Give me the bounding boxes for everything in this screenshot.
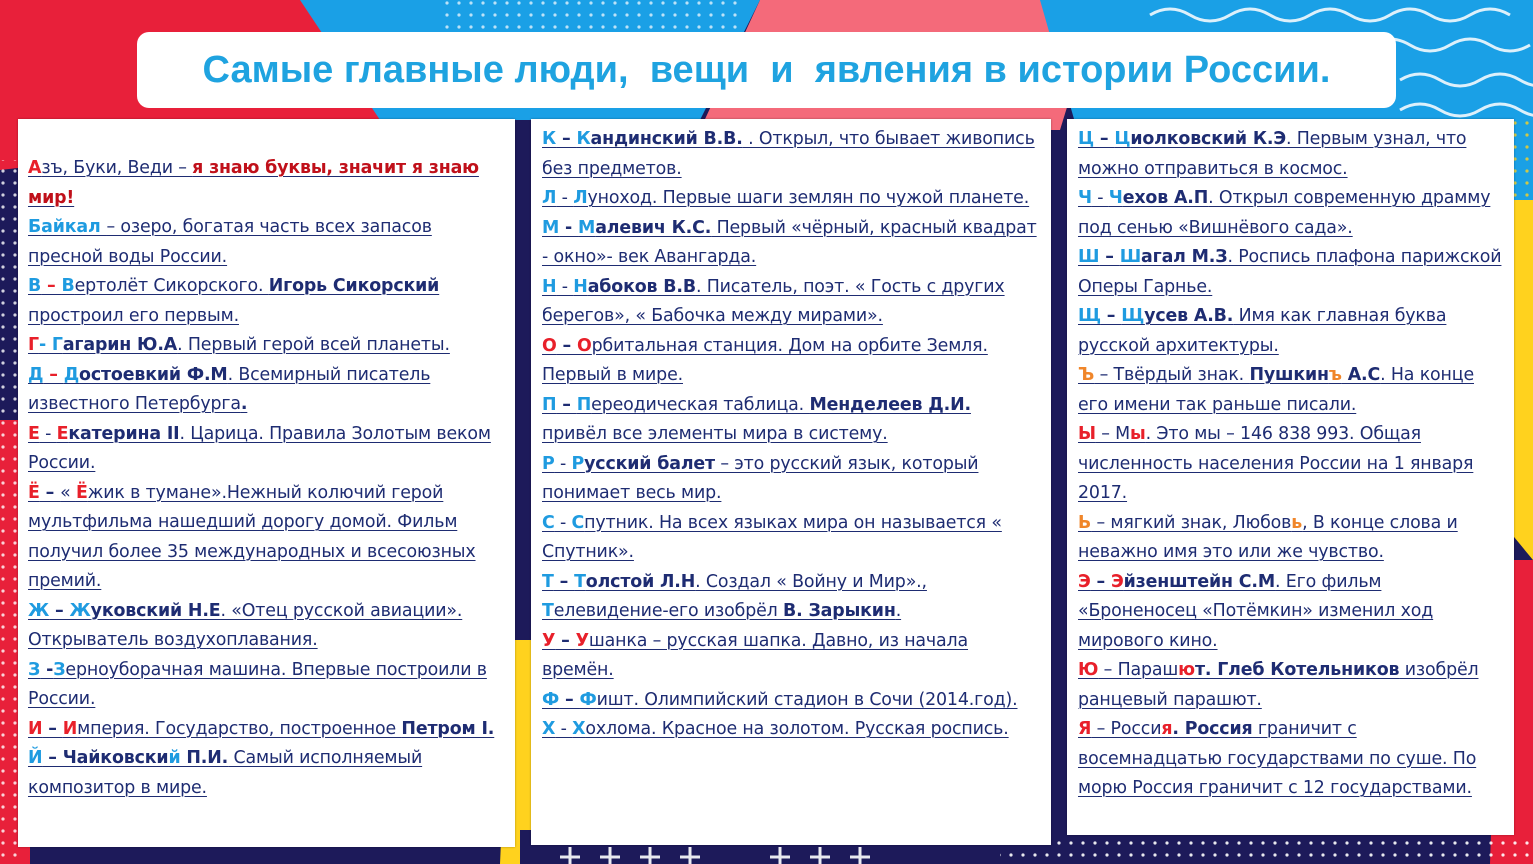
entry-text-run: Ж xyxy=(69,600,91,621)
entry-text-run: – xyxy=(42,718,63,739)
page-title: Самые главные люди, вещи и явления в истории России. xyxy=(202,48,1331,91)
entry-text-run: . Всемирный писатель известного Петербурга xyxy=(28,364,431,414)
entry-text-run: В xyxy=(28,276,42,296)
entry-text-run: – xyxy=(41,276,62,296)
entry-text-run: шанка – русская шапка. Давно, из начала времён. xyxy=(542,630,969,680)
entry-text-run: Я xyxy=(1078,719,1092,739)
entry-text-run: Ы xyxy=(1078,424,1096,444)
entry-text-run: Д xyxy=(28,364,44,385)
letter-entry xyxy=(542,332,1041,391)
entry-text-run: О xyxy=(542,335,557,356)
letter-entry xyxy=(542,509,1041,568)
entry-text-run: я xyxy=(1161,719,1173,739)
entry-text-run: Х xyxy=(572,719,586,739)
entry-text-run: ереодическая таблица. xyxy=(591,394,810,415)
letter-entry xyxy=(1078,656,1504,715)
entry-text-run: – xyxy=(553,571,575,592)
letter-entry xyxy=(542,214,1041,273)
entry-text-run: Ь xyxy=(1078,512,1092,533)
entry-text-run: – Росси xyxy=(1091,719,1162,739)
entry-text-run: усский балет xyxy=(584,453,715,474)
letter-entry xyxy=(542,627,1041,686)
entry-text-run: йзенштейн С.М xyxy=(1123,571,1276,592)
entry-text-run: – М xyxy=(1095,424,1131,444)
entry-text-run: – xyxy=(39,482,61,503)
entry-text-run: Р xyxy=(571,453,585,474)
letter-entry xyxy=(28,420,505,479)
entry-text-run: Э xyxy=(1110,571,1124,592)
entry-text-run: И xyxy=(62,718,78,739)
entry-text-run: . Это мы – 146 838 993. Общая численность населения России на 1 января 2017. xyxy=(1078,424,1474,503)
entry-text-run: – xyxy=(1099,247,1120,267)
entry-text-run: « xyxy=(60,482,76,503)
title-banner xyxy=(137,32,1396,108)
entry-text-run: иолковский К.Э xyxy=(1130,129,1286,149)
entry-text-run: Х xyxy=(542,719,556,739)
letter-entry xyxy=(542,686,1041,716)
entry-text-run: Е xyxy=(28,423,40,444)
entry-text-run: . Его фильм «Броненосец «Потёмкин» изменил ход мирового кино. xyxy=(1078,571,1434,651)
entry-text-run: – xyxy=(556,394,577,415)
entry-text-run: В. Зарыкин xyxy=(783,601,896,621)
letter-entry xyxy=(1078,184,1504,243)
letter-entry xyxy=(28,744,505,803)
entry-text-run: ерноуборачная машина. Впервые построили в России. xyxy=(28,659,487,709)
entry-text-run: В xyxy=(61,276,75,296)
entry-text-run: зъ, Буки, Веди – xyxy=(41,158,193,178)
letter-entry xyxy=(28,656,505,715)
entry-text-run: абоков В.В xyxy=(587,276,696,297)
entry-text-run: Ф xyxy=(579,689,597,710)
entry-text-run: - xyxy=(555,719,573,739)
entry-text-run: елевидение-его изобрёл xyxy=(553,601,784,621)
entry-text-run: К xyxy=(542,129,557,149)
letter-entry xyxy=(28,597,505,656)
entry-text-run: Ж xyxy=(28,600,50,621)
letter-entry xyxy=(1078,420,1504,509)
entry-text-run: О xyxy=(577,335,592,356)
entry-text-run: Имя как главная буква русской архитектуры. xyxy=(1078,306,1447,356)
letter-entry xyxy=(1078,302,1504,361)
letter-entry xyxy=(542,568,1041,627)
entry-text-run: Ъ xyxy=(1078,365,1095,385)
entry-text-run: Ф xyxy=(542,689,560,710)
entry-text-run: Р xyxy=(542,453,555,474)
entry-text-run: ь xyxy=(1291,512,1303,533)
entry-text-run: Т xyxy=(574,571,586,592)
entry-text-run: катерина II xyxy=(68,423,180,444)
entry-text-run: П xyxy=(542,394,557,415)
entry-text-run: Л xyxy=(542,188,557,208)
letter-entry xyxy=(28,272,505,331)
entry-text-run: , В конце слова и неважно имя это или же чувство. xyxy=(1078,512,1458,562)
entry-text-run: - xyxy=(559,217,579,238)
entry-text-run: Т xyxy=(542,601,554,621)
entry-text-run: – xyxy=(556,335,577,356)
entry-text-run: айкал xyxy=(41,217,107,237)
entry-text-run: Ц xyxy=(1078,129,1094,149)
entry-text-run: У xyxy=(575,630,589,651)
entry-text-run: – мягкий знак, Любов xyxy=(1091,512,1292,533)
entry-text-run: Д xyxy=(63,364,80,385)
letter-entry xyxy=(28,213,505,272)
letter-entry xyxy=(28,154,505,213)
entry-text-run: – xyxy=(1100,306,1122,326)
entry-text-run: . Царица. Правила Золотым веком России. xyxy=(28,423,491,473)
entry-text-run: – xyxy=(1090,571,1111,592)
entry-text-run: Петром I. xyxy=(401,718,495,739)
entry-text-run: Игорь Сикорский xyxy=(268,276,440,296)
entry-text-run: – xyxy=(1093,129,1115,149)
letter-entry xyxy=(542,184,1041,214)
entry-text-run: - xyxy=(554,453,572,474)
entry-text-run: уноход. Первые шаги землян по чужой планете. xyxy=(587,188,1030,208)
letter-entry xyxy=(542,715,1041,745)
entry-text-run: привёл все элементы мира в систему. xyxy=(542,424,888,444)
entry-text-run: андинский В.В. xyxy=(590,129,743,149)
entry-text-run: граничит с восемнадцатью государствами по суше. По морю Россия граничит с 12 государствами. xyxy=(1078,719,1477,798)
entry-text-run: - xyxy=(556,276,574,297)
entry-text-run: . Создал « Войну и Мир»., xyxy=(695,571,927,592)
entry-text-run: . Первый герой всей планеты. xyxy=(177,335,450,355)
entry-text-run: . Россия xyxy=(1172,719,1253,739)
entry-text-run: Б xyxy=(28,217,42,237)
entry-text-run: Н xyxy=(542,276,557,297)
entry-text-run: агарин Ю.А xyxy=(62,335,178,355)
entry-text-run: . Писатель, поэт. « Гость с других берегов», « Бабочка между мирами». xyxy=(542,276,1005,326)
entry-text-run: С xyxy=(571,512,585,533)
entry-text-run: . xyxy=(240,394,248,414)
entry-text-run: - xyxy=(1091,188,1109,208)
entry-text-run: . Открыл современную драмму под сенью «Вишнёвого сада». xyxy=(1078,188,1491,238)
letter-entry xyxy=(28,715,505,745)
entry-text-run: З xyxy=(28,659,41,680)
letter-entry xyxy=(28,361,505,420)
entry-text-run: . На конце его имени так раньше писали. xyxy=(1078,365,1474,415)
alphabet-column-3 xyxy=(1067,119,1514,835)
entry-text-run: . Первым узнал, что можно отправиться в космос. xyxy=(1078,129,1467,179)
entry-text-run: усев А.В. xyxy=(1144,306,1234,326)
entry-text-run: охлома. Красное на золотом. Русская роспись. xyxy=(585,719,1009,739)
letter-entry xyxy=(542,273,1041,332)
entry-text-run: - xyxy=(40,659,54,680)
entry-text-run: . «Отец русской авиации». Открыватель воздухоплавания. xyxy=(28,600,463,650)
entry-text-run: С xyxy=(542,512,555,533)
entry-text-run: Ч xyxy=(1108,188,1123,208)
entry-text-run: ъ xyxy=(1328,365,1342,385)
entry-text-run: - xyxy=(556,188,574,208)
entry-text-run: П xyxy=(576,394,592,415)
letter-entry xyxy=(1078,243,1504,302)
letter-entry xyxy=(1078,509,1504,568)
entry-text-run: ертолёт Сикорского. xyxy=(74,276,269,296)
entry-text-run: рбитальная станция. Дом на орбите Земля. Первый в мире. xyxy=(542,335,988,385)
entry-text-run: - xyxy=(554,512,572,533)
entry-text-run: Пушкин xyxy=(1249,365,1329,385)
entry-text-run: Щ xyxy=(1078,306,1101,326)
entry-text-run: – Чайковски xyxy=(42,748,169,768)
entry-text-run: И xyxy=(28,718,43,739)
entry-text-run: агал М.З xyxy=(1141,247,1228,267)
entry-text-run: А xyxy=(28,158,42,178)
entry-text-run: Ч xyxy=(1078,188,1092,208)
entry-text-run: – озеро, богатая часть всех запасов пресной воды России. xyxy=(28,217,432,267)
entry-text-run: ишт. Олимпийский стадион в Сочи (2014.год). xyxy=(596,689,1018,710)
entry-text-run: остоевкий Ф.М xyxy=(79,364,228,385)
entry-text-run: ехов А.П xyxy=(1122,188,1209,208)
entry-text-run: – xyxy=(559,689,580,710)
entry-text-run: . xyxy=(895,601,902,621)
entry-text-run: олстой Л.Н xyxy=(585,571,696,592)
entry-text-run: Ц xyxy=(1114,129,1131,149)
entry-text-run: Т xyxy=(542,571,554,592)
entry-text-run: Самый исполняемый композитор в мире. xyxy=(28,748,423,798)
entry-text-run: путник. На всех языках мира он называется « Спутник». xyxy=(542,512,1002,562)
entry-text-run: Г xyxy=(28,335,39,355)
entry-text-run: – Твёрдый знак. xyxy=(1094,365,1250,385)
entry-text-run: Ё xyxy=(28,482,40,503)
entry-text-run: простроил его первым. xyxy=(28,305,239,326)
entry-text-run: жик в тумане».Нежный колючий герой мультфильма нашедший дорогу домой. Фильм получил более 35 международных и всесоюзных премий. xyxy=(28,482,476,591)
entry-text-run: Щ xyxy=(1121,306,1145,326)
entry-text-run: Е xyxy=(56,423,69,444)
entry-text-run: З xyxy=(53,659,66,680)
letter-entry xyxy=(542,125,1041,184)
alphabet-column-2 xyxy=(531,119,1051,845)
entry-text-run: Н xyxy=(573,276,588,297)
entry-text-run: й xyxy=(168,748,181,768)
entry-text-run: М xyxy=(578,217,596,238)
entry-text-run: Менделеев Д.И. xyxy=(809,394,971,415)
entry-text-run: . Роспись плафона парижской Оперы Гарнье. xyxy=(1078,247,1502,297)
entry-text-run: т. Глеб Котельников xyxy=(1194,660,1400,680)
entry-text-run: – xyxy=(555,630,576,651)
entry-text-run: П.И. xyxy=(180,748,229,768)
entry-text-run: алевич К.С. xyxy=(595,217,712,238)
entry-text-run: А.С xyxy=(1341,365,1381,385)
letter-entry xyxy=(542,450,1041,509)
entry-text-run: Л xyxy=(573,188,588,208)
entry-text-run: ы xyxy=(1130,424,1146,444)
entry-text-run: я знаю буквы, значит я знаю мир! xyxy=(28,158,479,208)
entry-text-run: мперия. Государство, построенное xyxy=(77,718,402,739)
letter-entry xyxy=(1078,125,1504,184)
entry-text-run: Ё xyxy=(75,482,88,503)
entry-text-run: - xyxy=(39,423,57,444)
letter-entry xyxy=(1078,361,1504,420)
entry-text-run: Первый «чёрный, красный квадрат - окно»- век Авангарда. xyxy=(542,217,1037,267)
letter-entry xyxy=(1078,568,1504,657)
entry-text-run: Ш xyxy=(1078,247,1100,267)
letter-entry xyxy=(28,479,505,597)
entry-text-run: ю xyxy=(1178,660,1195,680)
alphabet-column-1 xyxy=(18,119,515,847)
entry-text-run: Ю xyxy=(1078,660,1099,680)
entry-text-run: . Открыл, что бывает живопись без предметов. xyxy=(542,129,1035,179)
entry-text-run: – Параш xyxy=(1098,660,1179,680)
letter-entry xyxy=(1078,715,1504,804)
entry-text-run: – xyxy=(43,364,64,385)
entry-text-run: - Г xyxy=(38,335,63,355)
entry-text-run: – это русский язык, который понимает весь мир. xyxy=(542,453,979,503)
entry-text-run: изобрёл ранцевый парашют. xyxy=(1078,660,1479,710)
entry-text-run: К xyxy=(576,129,591,149)
letter-entry xyxy=(542,391,1041,450)
entry-text-run: Э xyxy=(1078,571,1091,592)
entry-text-run: уковский Н.Е xyxy=(90,600,221,621)
entry-text-run: – xyxy=(49,600,70,621)
entry-text-run: Й xyxy=(28,748,43,768)
entry-text-run: Ш xyxy=(1119,247,1142,267)
letter-entry xyxy=(28,331,505,361)
entry-text-run: У xyxy=(542,630,556,651)
entry-text-run: М xyxy=(542,217,560,238)
entry-text-run: – xyxy=(556,129,577,149)
